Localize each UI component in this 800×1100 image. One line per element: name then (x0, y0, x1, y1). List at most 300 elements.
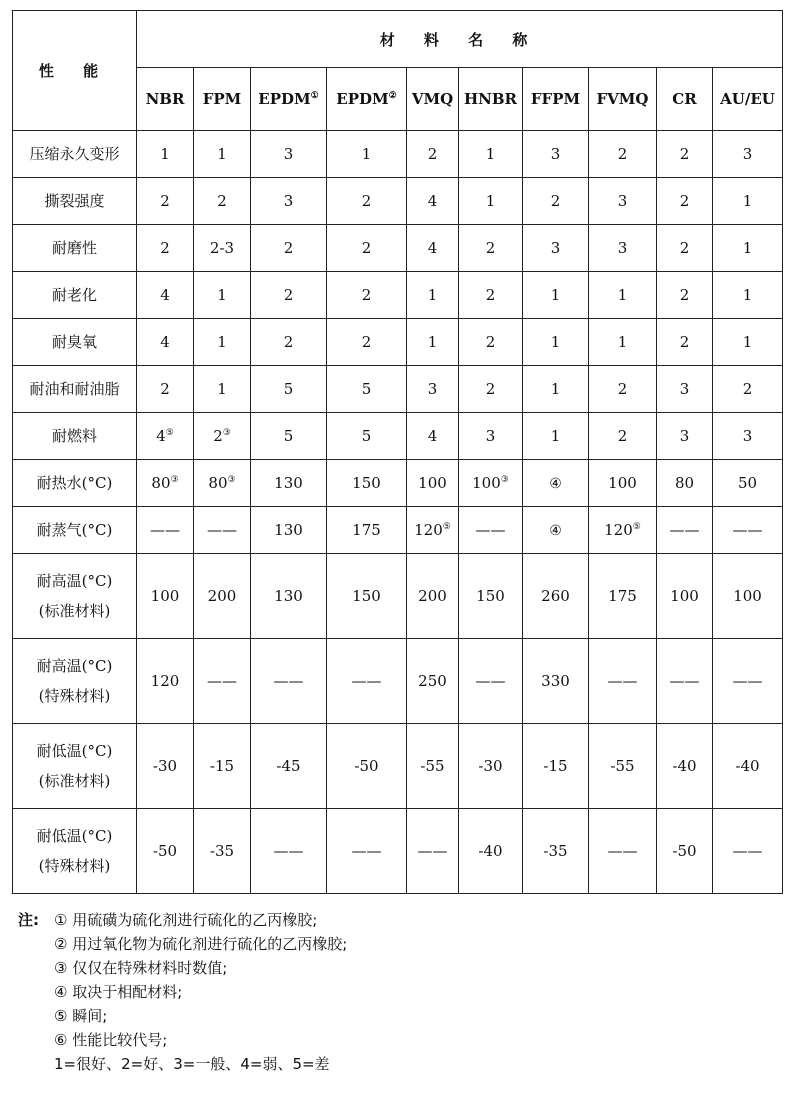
cell-value: 2 (485, 286, 496, 304)
cell-value: 4 (427, 192, 438, 210)
cell-value: 1 (427, 286, 438, 304)
value-cell (657, 131, 713, 178)
cell-value: 1 (217, 145, 227, 163)
cell-value: 80 (151, 474, 171, 492)
value-cell (459, 724, 523, 809)
material-header-cell (251, 68, 327, 131)
notes-first-line (18, 908, 347, 932)
value-cell (407, 413, 459, 460)
value-cell (327, 460, 407, 507)
cell-value: 100 (150, 587, 180, 605)
value-cell (137, 639, 194, 724)
value-cell (713, 366, 783, 413)
cell-value: 1 (550, 286, 561, 304)
value-cell (713, 809, 783, 894)
cell-value: 2 (160, 239, 170, 257)
value-cell (657, 809, 713, 894)
value-cell (657, 272, 713, 319)
cell-value: -30 (478, 757, 503, 775)
value-cell (589, 225, 657, 272)
cell-value: 175 (608, 587, 637, 605)
cell-value: —— (417, 842, 448, 860)
cell-value: 2 (427, 145, 438, 163)
cell-value: 100 (733, 587, 762, 605)
cell-value: -40 (672, 757, 697, 775)
value-cell (251, 225, 327, 272)
value-cell (459, 131, 523, 178)
cell-value: 1 (217, 380, 227, 398)
value-cell (459, 319, 523, 366)
cell-value: 100 (670, 587, 699, 605)
table-row (13, 460, 783, 507)
row-label (13, 319, 137, 366)
cell-value: -35 (543, 842, 568, 860)
table-row (13, 507, 783, 554)
value-cell (407, 724, 459, 809)
cell-value: —— (732, 672, 763, 690)
material-header-cell (459, 68, 523, 131)
value-cell (327, 178, 407, 225)
note-item: 1=很好、2=好、3=一般、4=弱、5=差 (54, 1055, 330, 1073)
value-cell (251, 460, 327, 507)
value-cell (137, 554, 194, 639)
value-cell (327, 809, 407, 894)
cell-value: 130 (274, 474, 303, 492)
table-row (13, 554, 783, 639)
cell-value: ④ (549, 476, 562, 492)
cell-value: 2 (283, 333, 294, 351)
value-cell (523, 366, 589, 413)
material-name: FFPM (530, 90, 581, 108)
value-cell (713, 131, 783, 178)
cell-value: 2 (485, 333, 496, 351)
material-header-cell (327, 68, 407, 131)
cell-value: -50 (152, 842, 178, 860)
value-cell (137, 272, 194, 319)
row-label-line: 耐热水(°C) (36, 474, 113, 492)
cell-value: 1 (742, 192, 753, 210)
cell-value: 1 (617, 286, 628, 304)
table-row (13, 272, 783, 319)
value-cell (251, 131, 327, 178)
value-cell (194, 460, 251, 507)
material-header-cell (137, 68, 194, 131)
value-cell (137, 507, 194, 554)
material-header-cell (713, 68, 783, 131)
cell-value: 100 (608, 474, 637, 492)
value-cell (194, 809, 251, 894)
value-cell (251, 178, 327, 225)
value-cell (523, 460, 589, 507)
cell-value: 4 (427, 427, 438, 445)
cell-value: 3 (617, 192, 628, 210)
row-label-line: 耐高温(°C) (36, 657, 113, 675)
value-cell (251, 319, 327, 366)
cell-value: 260 (541, 587, 570, 605)
cell-value: —— (607, 672, 638, 690)
value-cell (251, 507, 327, 554)
row-label-line: 耐高温(°C) (36, 572, 113, 590)
value-cell (523, 319, 589, 366)
cell-value: 1 (217, 333, 227, 351)
cell-value: 4 (160, 333, 170, 351)
cell-value: 3 (679, 380, 690, 398)
value-cell (589, 319, 657, 366)
cell-footnote-marker: ③ (222, 428, 231, 438)
value-cell (407, 507, 459, 554)
cell-value: 120 (604, 521, 633, 539)
value-cell (137, 809, 194, 894)
cell-value: 2 (742, 380, 753, 398)
table-row (13, 639, 783, 724)
cell-value: 2 (679, 239, 690, 257)
value-cell (251, 366, 327, 413)
value-cell (327, 225, 407, 272)
cell-value: -55 (610, 757, 635, 775)
cell-value: -50 (354, 757, 379, 775)
cell-value: —— (669, 672, 700, 690)
value-cell (657, 507, 713, 554)
cell-value: 1 (485, 192, 496, 210)
cell-value: 130 (274, 587, 303, 605)
row-label (13, 809, 137, 894)
row-label (13, 225, 137, 272)
cell-value: 130 (274, 521, 303, 539)
cell-value: 3 (485, 427, 496, 445)
value-cell (713, 507, 783, 554)
value-cell (327, 724, 407, 809)
material-name: CR (672, 90, 697, 108)
cell-value: 2-3 (209, 239, 235, 257)
material-footnote-marker: ② (388, 91, 397, 101)
cell-value: 2 (617, 145, 628, 163)
cell-value: 150 (476, 587, 505, 605)
cell-value: 1 (361, 145, 372, 163)
cell-value: 2 (617, 380, 628, 398)
value-cell (407, 460, 459, 507)
cell-value: -15 (209, 757, 235, 775)
value-cell (459, 413, 523, 460)
cell-value: 5 (361, 427, 372, 445)
cell-value: 2 (213, 427, 223, 445)
cell-value: 2 (283, 239, 294, 257)
cell-footnote-marker: ⑤ (165, 428, 174, 438)
value-cell (407, 639, 459, 724)
value-cell (589, 460, 657, 507)
cell-value: 175 (352, 521, 381, 539)
notes-section (18, 908, 347, 1076)
cell-value: 4 (156, 427, 166, 445)
value-cell (657, 639, 713, 724)
value-cell (407, 809, 459, 894)
value-cell (327, 507, 407, 554)
cell-value: 3 (617, 239, 628, 257)
value-cell (523, 639, 589, 724)
cell-value: 3 (742, 145, 753, 163)
notes-lead: 注: (18, 911, 39, 929)
header-property-label: 性 能 (13, 11, 137, 131)
material-name: EPDM (258, 90, 311, 108)
value-cell (407, 554, 459, 639)
cell-value: 100 (418, 474, 447, 492)
cell-value: —— (475, 521, 506, 539)
cell-value: 120 (414, 521, 443, 539)
value-cell (327, 366, 407, 413)
cell-value: 2 (160, 192, 170, 210)
material-header-cell (657, 68, 713, 131)
table-row (13, 131, 783, 178)
material-name: FPM (202, 90, 242, 108)
cell-value: 1 (217, 286, 227, 304)
cell-value: 3 (283, 192, 294, 210)
value-cell (589, 554, 657, 639)
value-cell (713, 178, 783, 225)
value-cell (713, 460, 783, 507)
row-label (13, 460, 137, 507)
row-label (13, 131, 137, 178)
value-cell (713, 724, 783, 809)
row-label-line: 压缩永久变形 (29, 145, 120, 163)
material-name: FVMQ (596, 90, 649, 108)
cell-value: 1 (160, 145, 170, 163)
cell-value: ④ (549, 523, 562, 539)
cell-value: —— (351, 842, 382, 860)
value-cell (327, 639, 407, 724)
cell-value: —— (273, 842, 304, 860)
cell-value: 2 (617, 427, 628, 445)
material-header-cell (194, 68, 251, 131)
row-label-line: 耐磨性 (51, 239, 97, 257)
value-cell (657, 413, 713, 460)
table-row (13, 724, 783, 809)
value-cell (327, 319, 407, 366)
note-item: ⑤ 瞬间; (54, 1007, 108, 1025)
row-label (13, 272, 137, 319)
value-cell (523, 272, 589, 319)
value-cell (194, 554, 251, 639)
value-cell (137, 724, 194, 809)
value-cell (657, 178, 713, 225)
value-cell (713, 413, 783, 460)
material-name: EPDM (336, 90, 389, 108)
value-cell (407, 131, 459, 178)
header-materials-label: 材 料 名 称 (137, 11, 783, 68)
cell-footnote-marker: ③ (227, 475, 236, 485)
table-row (13, 809, 783, 894)
material-header-cell (407, 68, 459, 131)
cell-value: 100 (472, 474, 501, 492)
cell-value: 2 (679, 333, 690, 351)
cell-value: 4 (160, 286, 170, 304)
table-row (13, 366, 783, 413)
note-item: ④ 取决于相配材料; (54, 983, 183, 1001)
row-label-line: (标准材料) (38, 772, 111, 790)
table-row (13, 225, 783, 272)
material-header-cell (589, 68, 657, 131)
cell-value: -50 (672, 842, 697, 860)
value-cell (251, 809, 327, 894)
value-cell (589, 809, 657, 894)
cell-value: 5 (283, 427, 294, 445)
cell-value: 150 (352, 587, 381, 605)
value-cell (459, 809, 523, 894)
cell-value: 3 (550, 145, 561, 163)
value-cell (523, 413, 589, 460)
value-cell (589, 413, 657, 460)
cell-value: -15 (543, 757, 568, 775)
cell-value: —— (207, 672, 237, 690)
row-label-line: 耐臭氧 (51, 333, 97, 351)
value-cell (407, 225, 459, 272)
material-name: HNBR (463, 90, 518, 108)
value-cell (713, 554, 783, 639)
row-label-line: 耐低温(°C) (36, 742, 113, 760)
cell-value: 3 (742, 427, 753, 445)
value-cell (407, 178, 459, 225)
cell-value: —— (207, 521, 237, 539)
value-cell (137, 413, 194, 460)
value-cell (327, 554, 407, 639)
value-cell (589, 366, 657, 413)
value-cell (459, 639, 523, 724)
value-cell (523, 507, 589, 554)
row-label-line: 耐低温(°C) (36, 827, 113, 845)
material-footnote-marker: ① (310, 91, 319, 101)
cell-value: 2 (160, 380, 170, 398)
cell-footnote-marker: ⑤ (442, 522, 451, 532)
note-item: ③ 仅仅在特殊材料时数值; (54, 959, 228, 977)
value-cell (589, 178, 657, 225)
value-cell (327, 413, 407, 460)
value-cell (137, 131, 194, 178)
cell-value: 80 (674, 474, 695, 492)
cell-value: 2 (217, 192, 227, 210)
value-cell (327, 272, 407, 319)
value-cell (459, 554, 523, 639)
note-item: ① 用硫磺为硫化剂进行硫化的乙丙橡胶; (54, 911, 318, 929)
value-cell (523, 178, 589, 225)
row-label (13, 554, 137, 639)
value-cell (523, 809, 589, 894)
row-label-line: 耐油和耐油脂 (29, 380, 120, 398)
cell-value: 1 (550, 427, 561, 445)
value-cell (713, 319, 783, 366)
cell-value: 1 (742, 239, 753, 257)
value-cell (589, 272, 657, 319)
cell-value: 2 (485, 380, 496, 398)
value-cell (459, 366, 523, 413)
row-label (13, 724, 137, 809)
cell-value: —— (607, 842, 638, 860)
value-cell (194, 178, 251, 225)
row-label-line: 耐燃料 (51, 427, 97, 445)
row-label (13, 413, 137, 460)
value-cell (194, 272, 251, 319)
cell-value: 2 (679, 192, 690, 210)
row-label (13, 639, 137, 724)
row-label-line: (特殊材料) (38, 857, 111, 875)
cell-value: -55 (420, 757, 445, 775)
cell-value: —— (351, 672, 382, 690)
value-cell (251, 724, 327, 809)
cell-value: —— (669, 521, 700, 539)
value-cell (523, 724, 589, 809)
cell-value: 3 (679, 427, 690, 445)
cell-value: -40 (478, 842, 503, 860)
cell-value: 2 (361, 192, 372, 210)
value-cell (459, 178, 523, 225)
cell-value: 1 (550, 333, 561, 351)
value-cell (194, 507, 251, 554)
cell-value: 200 (207, 587, 237, 605)
value-cell (251, 413, 327, 460)
cell-value: —— (150, 521, 180, 539)
cell-value: 1 (742, 333, 753, 351)
row-label-line: 耐蒸气(°C) (36, 521, 113, 539)
value-cell (407, 272, 459, 319)
value-cell (407, 319, 459, 366)
cell-value: 330 (541, 672, 570, 690)
value-cell (713, 225, 783, 272)
cell-value: 5 (361, 380, 372, 398)
value-cell (523, 131, 589, 178)
value-cell (137, 366, 194, 413)
cell-value: —— (475, 672, 506, 690)
cell-value: 1 (485, 145, 496, 163)
cell-value: 2 (283, 286, 294, 304)
value-cell (194, 724, 251, 809)
value-cell (657, 225, 713, 272)
cell-value: 120 (150, 672, 180, 690)
row-label-line: 撕裂强度 (44, 192, 105, 210)
material-name: AU/EU (720, 90, 775, 108)
table-row (13, 319, 783, 366)
cell-value: 3 (283, 145, 294, 163)
table-row (13, 178, 783, 225)
cell-footnote-marker: ③ (500, 475, 509, 485)
cell-value: —— (273, 672, 304, 690)
material-properties-table (12, 10, 783, 894)
cell-value: 3 (550, 239, 561, 257)
value-cell (589, 724, 657, 809)
value-cell (137, 319, 194, 366)
material-name: VMQ (411, 90, 454, 108)
value-cell (251, 554, 327, 639)
cell-value: 2 (361, 286, 372, 304)
value-cell (523, 225, 589, 272)
value-cell (589, 639, 657, 724)
cell-value: 3 (427, 380, 438, 398)
value-cell (459, 225, 523, 272)
row-label (13, 507, 137, 554)
value-cell (459, 507, 523, 554)
row-label-line: (特殊材料) (38, 687, 111, 705)
cell-value: —— (732, 521, 763, 539)
cell-value: 1 (742, 286, 753, 304)
cell-value: -35 (209, 842, 235, 860)
value-cell (459, 272, 523, 319)
cell-footnote-marker: ③ (170, 475, 179, 485)
value-cell (194, 413, 251, 460)
cell-value: 1 (550, 380, 561, 398)
value-cell (251, 639, 327, 724)
value-cell (657, 554, 713, 639)
cell-value: 250 (418, 672, 447, 690)
cell-value: -30 (152, 757, 178, 775)
value-cell (713, 272, 783, 319)
row-label (13, 366, 137, 413)
cell-value: 80 (208, 474, 228, 492)
